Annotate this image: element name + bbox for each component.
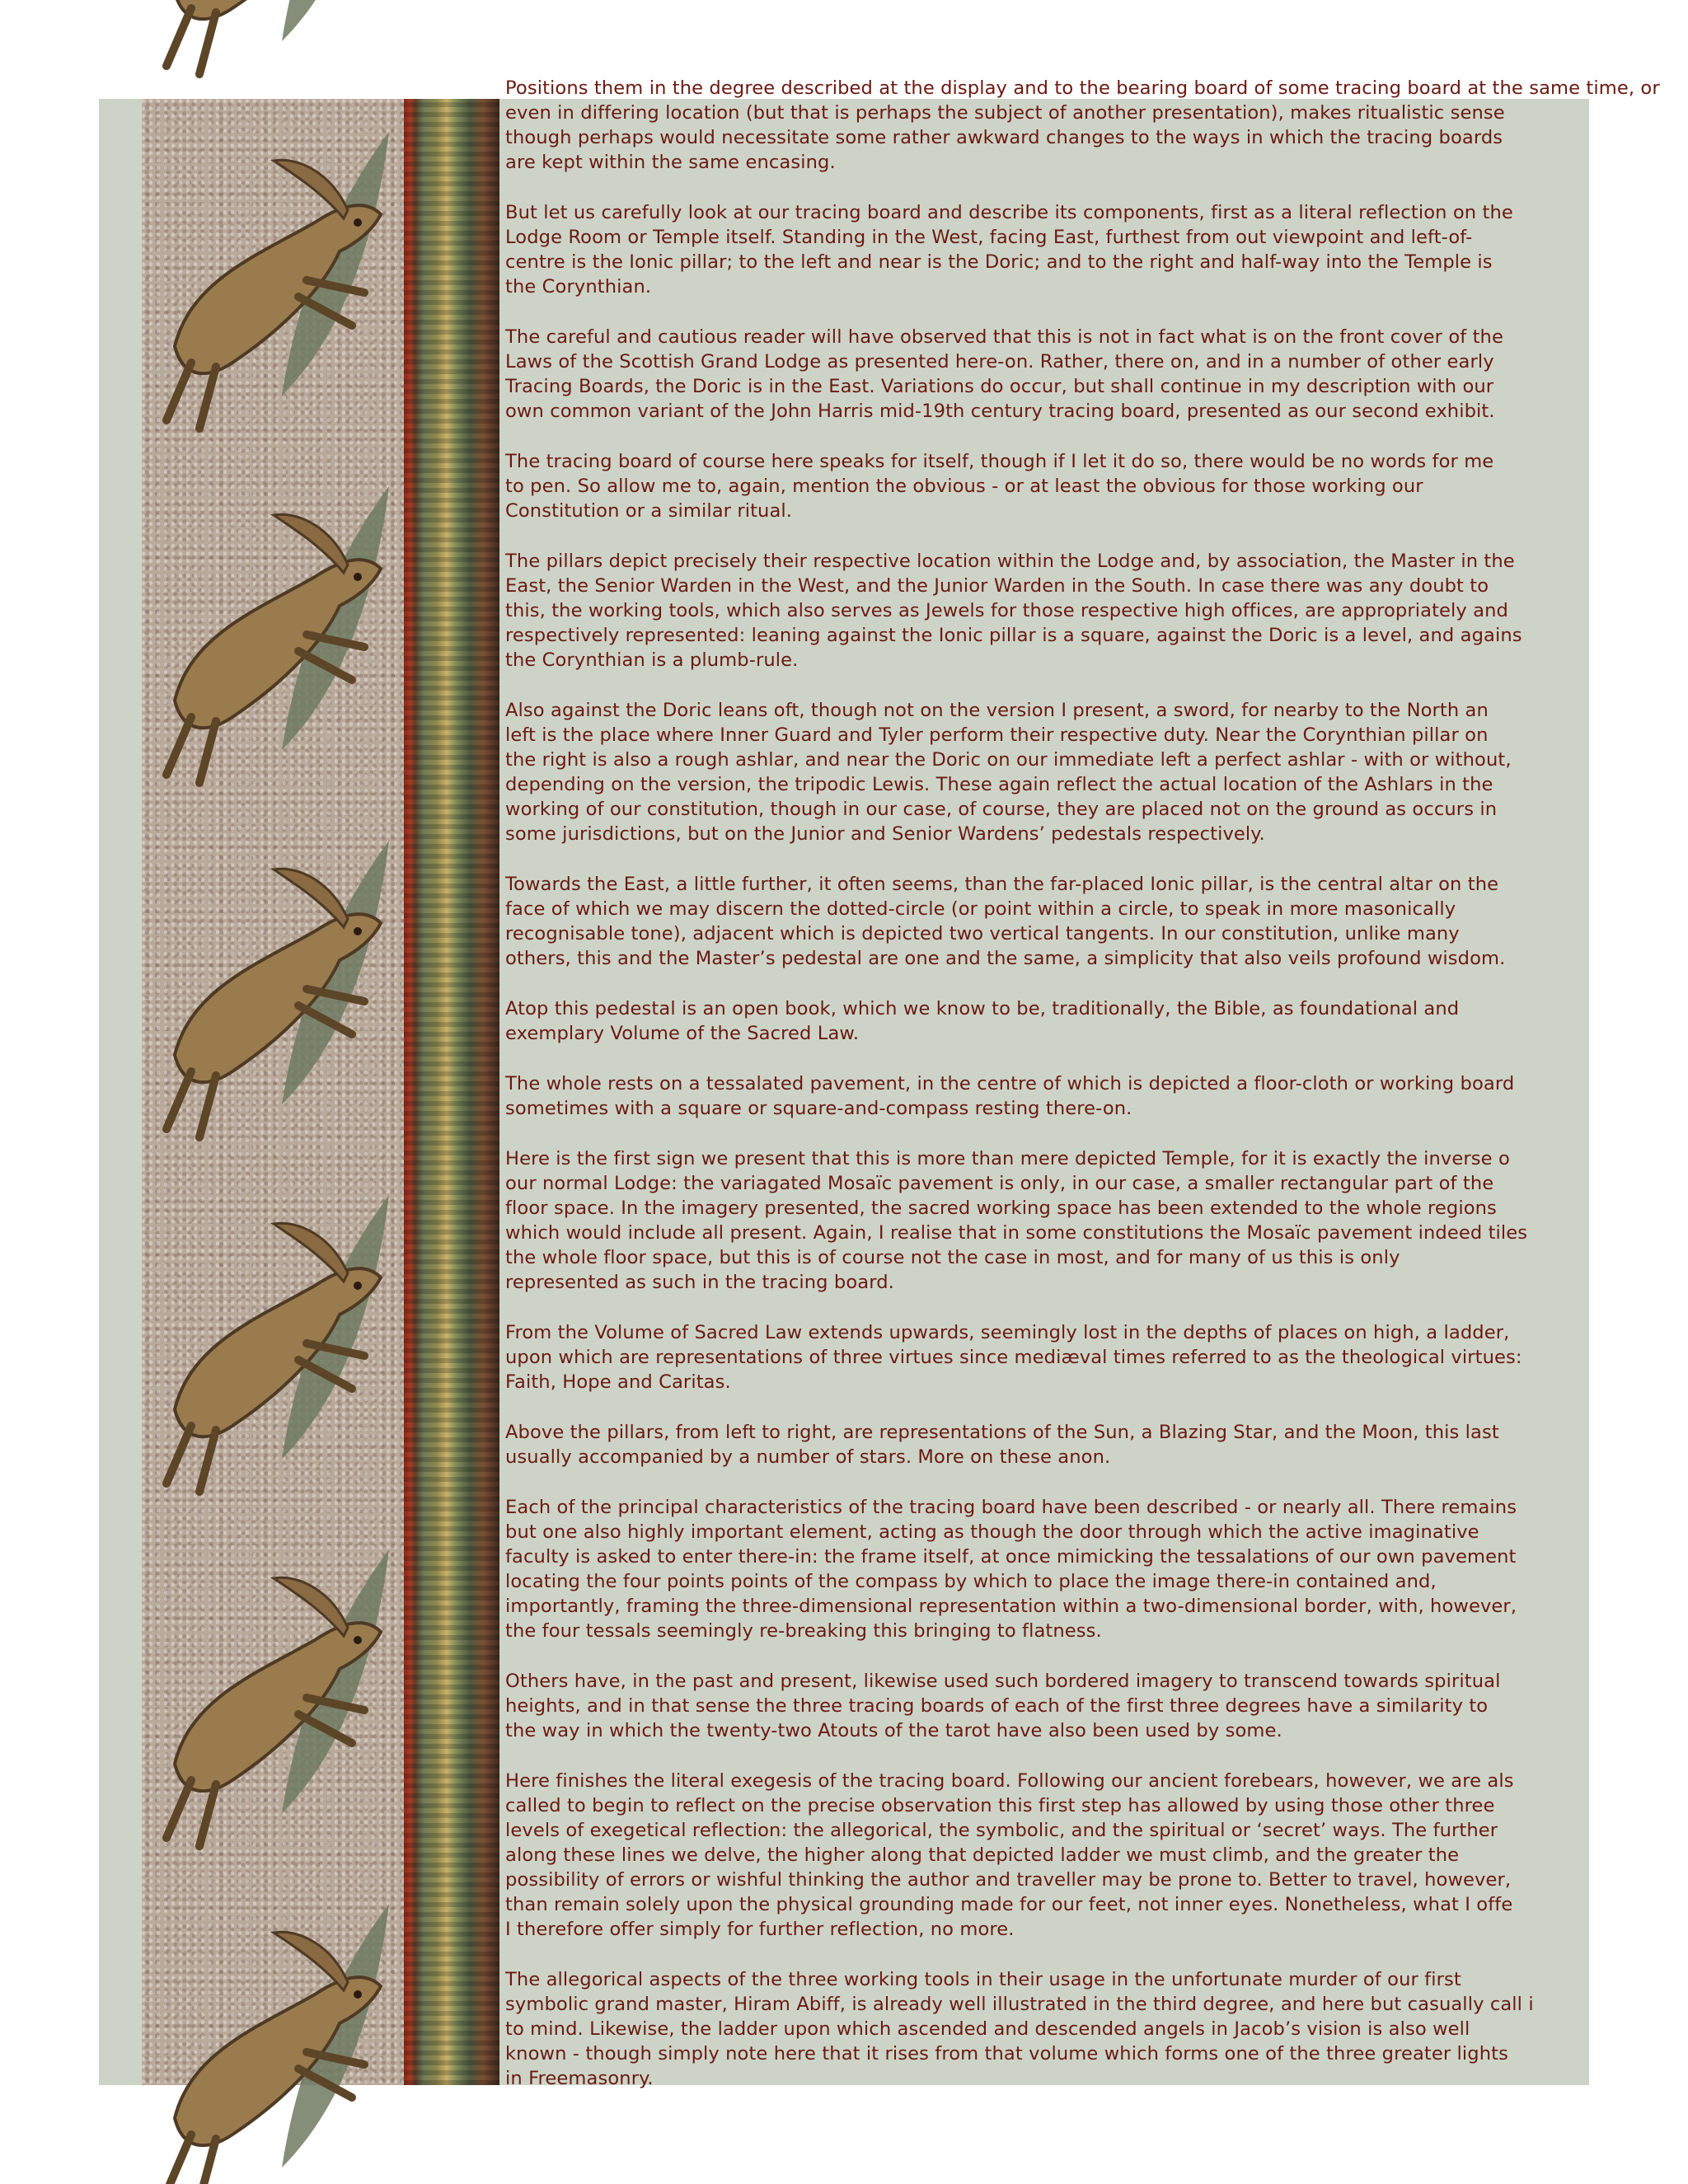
paragraph xyxy=(505,449,1592,523)
paragraph-line: known - though simply note here that it rises from that volume which forms one of the three greater lights xyxy=(505,2043,1508,2064)
mosaic-hares xyxy=(142,99,499,2085)
paragraph-line: face of which we may discern the dotted-circle (or point within a circle, to speak in more masonically xyxy=(505,898,1456,920)
paragraph-line: Here finishes the literal exegesis of the tracing board. Following our ancient forebears, however, we are als xyxy=(505,1770,1514,1792)
paragraph-line: possibility of errors or wishful thinking the author and traveller may be prone to. Better to travel, however, xyxy=(505,1869,1512,1891)
paragraph-line: The careful and cautious reader will have observed that this is not in fact what is on the front cover of the xyxy=(505,326,1503,348)
paragraph-line: The tracing board of course here speaks for itself, though if I let it do so, there would be no words for me xyxy=(505,451,1494,472)
paragraph-line: to pen. So allow me to, again, mention the obvious - or at least the obvious for those working our xyxy=(505,476,1423,497)
paragraph-line: sometimes with a square or square-and-compass resting there-on. xyxy=(505,1098,1132,1119)
paragraph-line: the whole floor space, but this is of course not the case in most, and for many of us this is only xyxy=(505,1247,1400,1268)
paragraph-line: heights, and in that sense the three tracing boards of each of the first three degrees have a similarity to xyxy=(505,1695,1489,1717)
paragraph-line: the way in which the twenty-two Atouts of the tarot have also been used by some. xyxy=(505,1720,1282,1741)
paragraph-line: Others have, in the past and present, likewise used such bordered imagery to transcend towards spiritual xyxy=(505,1671,1501,1692)
paragraph-line: The allegorical aspects of the three working tools in their usage in the unfortunate murder of our first xyxy=(505,1969,1461,1990)
paragraph-line: recognisable tone), adjacent which is depicted two vertical tangents. In our constitution, unlike many xyxy=(505,923,1460,944)
paragraph xyxy=(505,698,1592,846)
paragraph-line: working of our constitution, though in our case, of course, they are placed not on the ground as occurs in xyxy=(505,799,1498,820)
paragraph xyxy=(505,1669,1592,1743)
paragraph xyxy=(505,1420,1592,1469)
paragraph-line: the Corynthian is a plumb-rule. xyxy=(505,649,799,671)
paragraph-line: Towards the East, a little further, it often seems, than the far-placed Ionic pillar, is the central altar on the xyxy=(505,874,1499,895)
paragraph-line: I therefore offer simply for further reflection, no more. xyxy=(505,1919,1015,1940)
page-panel xyxy=(99,77,1660,2089)
paragraph-line: left is the place where Inner Guard and Tyler perform their respective duty. Near the Corynthian pillar on xyxy=(505,724,1489,746)
paragraph xyxy=(505,996,1592,1046)
paragraph-line: even in differing location (but that is perhaps the subject of another presentation), makes ritualistic sense xyxy=(505,102,1505,124)
paragraph-line: represented as such in the tracing board. xyxy=(505,1272,894,1293)
paragraph-line: Tracing Boards, the Doric is in the East. Variations do occur, but shall continue in my description with our xyxy=(505,376,1494,397)
paragraph-line: Constitution or a similar ritual. xyxy=(505,500,793,522)
paragraph xyxy=(505,1320,1592,1394)
mosaic-hare-border-image xyxy=(142,99,499,2085)
paragraph-line: faculty is asked to enter there-in: the frame itself, at once mimicking the tessalations of our own pavement xyxy=(505,1546,1517,1568)
paragraph-line: are kept within the same encasing. xyxy=(505,152,836,173)
paragraph xyxy=(505,872,1592,971)
paragraph-line: others, this and the Master’s pedestal are one and the same, a simplicity that also veils profound wisdom. xyxy=(505,948,1506,969)
paragraph-line: though perhaps would necessitate some rather awkward changes to the ways in which the tracing boards xyxy=(505,127,1503,148)
paragraph-line: which would include all present. Again, I realise that in some constitutions the Mosaïc pavement indeed tiles xyxy=(505,1222,1528,1244)
mosaic-hare xyxy=(166,0,381,74)
paragraph-line: upon which are representations of three virtues since mediæval times referred to as the theological virtues: xyxy=(505,1347,1522,1368)
paragraph-line: to mind. Likewise, the ladder upon which ascended and descended angels in Jacob’s vision is also well xyxy=(505,2018,1470,2040)
paragraph-line: Laws of the Scottish Grand Lodge as presented here-on. Rather, there on, and in a number of other early xyxy=(505,351,1494,373)
paragraph-line: along these lines we delve, the higher along that depicted ladder we must climb, and the greater the xyxy=(505,1844,1460,1866)
paragraph-line: But let us carefully look at our tracing board and describe its components, first as a literal reflection on the xyxy=(505,202,1513,223)
paragraph xyxy=(505,325,1592,424)
paragraph xyxy=(505,76,1660,175)
paragraph-line: centre is the Ionic pillar; to the left and near is the Doric; and to the right and half-way into the Temple is xyxy=(505,251,1493,273)
paragraph xyxy=(505,1967,1592,2091)
paragraph-line: in Freemasonry. xyxy=(505,2068,654,2089)
paragraph-line: The whole rests on a tessalated pavement, in the centre of which is depicted a floor-cloth or working board xyxy=(505,1073,1515,1094)
paragraph-line: but one also highly important element, acting as though the door through which the active imaginative xyxy=(505,1521,1479,1543)
paragraph-line: locating the four points points of the compass by which to place the image there-in contained and, xyxy=(505,1571,1437,1592)
paragraph xyxy=(505,549,1592,673)
paragraph-line: The pillars depict precisely their respective location within the Lodge and, by association, the Master in the xyxy=(505,551,1515,572)
paragraph-line: Atop this pedestal is an open book, which we know to be, traditionally, the Bible, as foundational and xyxy=(505,998,1460,1019)
paragraph xyxy=(505,1146,1592,1295)
mosaic-leaf xyxy=(282,0,389,41)
paragraph xyxy=(505,1071,1592,1121)
paragraph-line: Faith, Hope and Caritas. xyxy=(505,1371,731,1393)
paragraph xyxy=(505,1769,1592,1942)
paragraph-line: Above the pillars, from left to right, are representations of the Sun, a Blazing Star, and the Moon, this last xyxy=(505,1422,1499,1443)
paragraph-line: this, the working tools, which also serves as Jewels for those respective high offices, are appropriately and xyxy=(505,600,1508,621)
paragraph-line: some jurisdictions, but on the Junior and Senior Wardens’ pedestals respectively. xyxy=(505,823,1265,845)
paragraph-line: the Corynthian. xyxy=(505,276,652,298)
article-text xyxy=(505,76,1660,2116)
paragraph-line: our normal Lodge: the variagated Mosaïc pavement is only, in our case, a smaller rectangular part of the xyxy=(505,1173,1494,1194)
paragraph-line: own common variant of the John Harris mid-19th century tracing board, presented as our second exhibit. xyxy=(505,401,1495,422)
paragraph-line: than remain solely upon the physical grounding made for our feet, not inner eyes. Nonetheless, what I offe xyxy=(505,1894,1513,1915)
paragraph-line: importantly, framing the three-dimensional representation within a two-dimensional border, with, however, xyxy=(505,1596,1517,1617)
paragraph-line: Here is the first sign we present that this is more than mere depicted Temple, for it is exactly the inverse o xyxy=(505,1148,1510,1169)
paragraph-line: Each of the principal characteristics of the tracing board have been described - or nearly all. There remains xyxy=(505,1497,1517,1518)
paragraph-line: levels of exegetical reflection: the allegorical, the symbolic, and the spiritual or ‘secret’ ways. The further xyxy=(505,1820,1498,1841)
paragraph-line: Also against the Doric leans oft, though not on the version I present, a sword, for nearby to the North an xyxy=(505,700,1489,721)
paragraph-line: exemplary Volume of the Sacred Law. xyxy=(505,1023,860,1044)
paragraph-line: East, the Senior Warden in the West, and the Junior Warden in the South. In case there was any doubt to xyxy=(505,575,1489,597)
paragraph-line: Positions them in the degree described at the display and to the bearing board of some tracing board at the same time, or xyxy=(505,77,1660,99)
paragraph-line: the right is also a rough ashlar, and near the Doric on our immediate left a perfect ashlar - with or without, xyxy=(505,749,1512,771)
paragraph-line: depending on the version, the tripodic Lewis. These again reflect the actual location of the Ashlars in the xyxy=(505,774,1493,795)
paragraph xyxy=(505,200,1592,299)
paragraph-line: usually accompanied by a number of stars. More on these anon. xyxy=(505,1446,1111,1468)
paragraph-line: floor space. In the imagery presented, the sacred working space has been extended to the whole regions xyxy=(505,1197,1497,1219)
paragraph-line: From the Volume of Sacred Law extends upwards, seemingly lost in the depths of places on high, a ladder, xyxy=(505,1322,1510,1343)
paragraph-line: symbolic grand master, Hiram Abiff, is already well illustrated in the third degree, and here but casually call i xyxy=(505,1994,1534,2015)
paragraph xyxy=(505,1495,1592,1643)
paragraph-line: the four tessals seemingly re-breaking this bringing to flatness. xyxy=(505,1620,1102,1642)
paragraph-line: called to begin to reflect on the precise observation this first step has allowed by using those other three xyxy=(505,1795,1495,1816)
paragraph-line: Lodge Room or Temple itself. Standing in the West, facing East, furthest from out viewpoint and left-of- xyxy=(505,227,1473,248)
paragraph-line: respectively represented: leaning against the Ionic pillar is a square, against the Doric is a level, and agains xyxy=(505,625,1522,646)
